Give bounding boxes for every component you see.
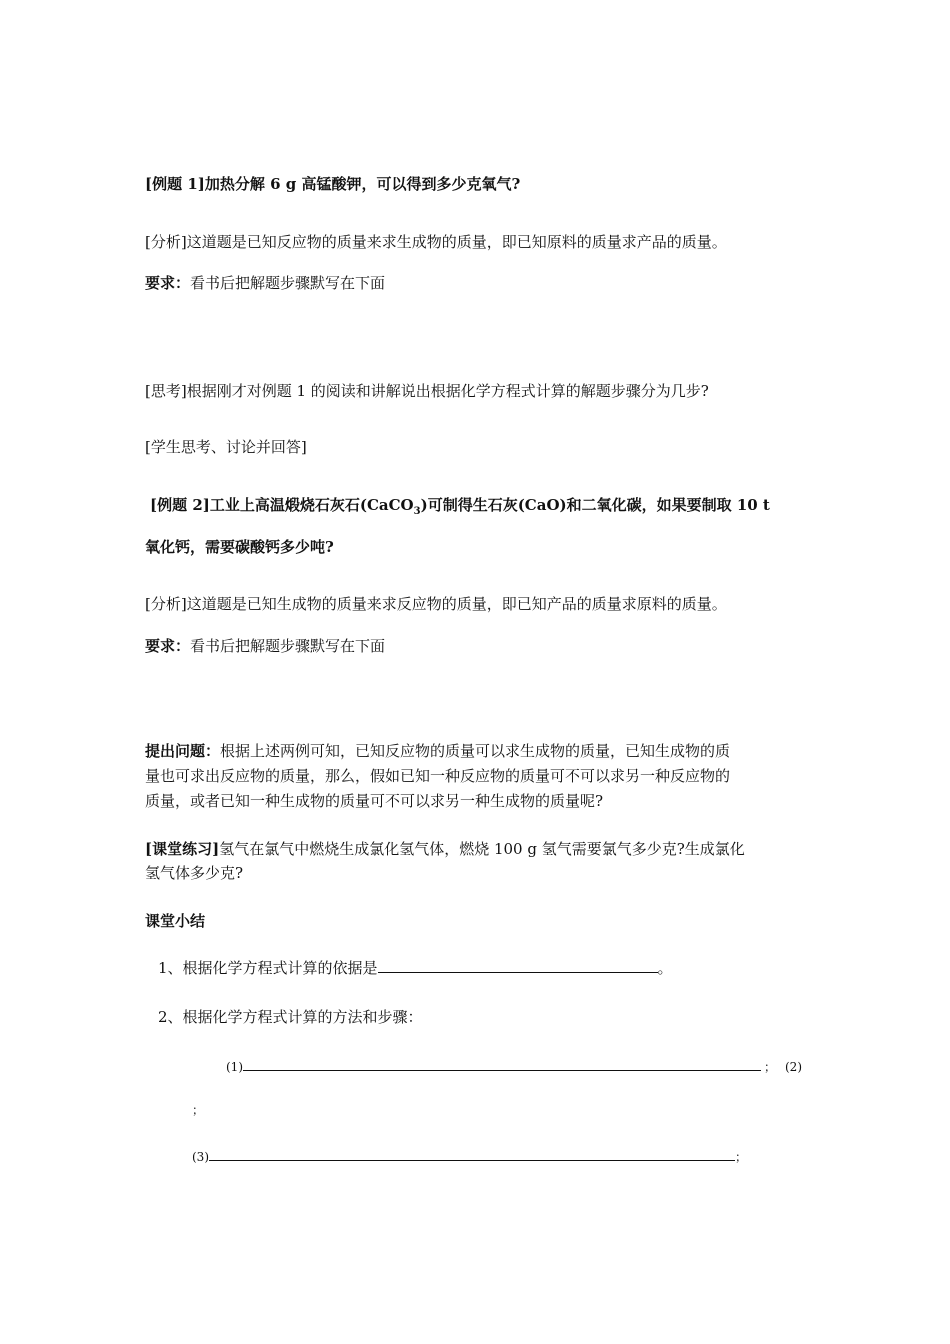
step3-label: (3) <box>192 1150 209 1164</box>
step1-row <box>226 1056 802 1077</box>
problem-text-1: 根据上述两例可知，已知反应物的质量可以求生成物的质量，已知生成物的质 <box>220 742 731 760</box>
step3-blank[interactable] <box>209 1146 735 1161</box>
step2-label: (2) <box>785 1060 802 1074</box>
example1-question: [例题 1]加热分解 6 g 高锰酸钾，可以得到多少克氧气? <box>145 175 521 193</box>
summary-item1-text: 1、根据化学方程式计算的依据是 <box>158 959 378 977</box>
exercise-line2: 氢气体多少克? <box>145 864 244 882</box>
exercise-text-1: 氢气在氯气中燃烧生成氯化氢气体，燃烧 100 g 氢气需要氯气多少克?生成氯化 <box>219 840 745 858</box>
example2-analysis: [分析]这道题是已知生成物的质量来求反应物的质量，即已知产品的质量求原料的质量。 <box>145 595 727 613</box>
exercise-label: [课堂练习] <box>145 840 220 858</box>
step3-separator: ； <box>735 1150 748 1164</box>
student-response: [学生思考、讨论并回答] <box>145 438 307 456</box>
example1-requirement <box>145 273 385 293</box>
example2-question-part1: [例题 2]工业上高温煅烧石灰石(CaCO <box>150 496 414 514</box>
summary-item2: 2、根据化学方程式计算的方法和步骤： <box>158 1008 423 1026</box>
problem-line3: 质量，或者已知一种生成物的质量可不可以求另一种生成物的质量呢? <box>145 792 604 810</box>
step3-row <box>192 1146 747 1167</box>
step1-label: (1) <box>226 1060 243 1074</box>
step1-blank[interactable] <box>243 1056 761 1071</box>
example2-subscript: 3 <box>413 506 421 517</box>
answer-blank[interactable] <box>378 958 658 973</box>
exercise-line1 <box>145 839 745 859</box>
example2-requirement <box>145 636 385 656</box>
summary-item1-end: 。 <box>657 959 673 977</box>
example2-question <box>150 495 770 522</box>
example1-analysis: [分析]这道题是已知反应物的质量来求生成物的质量，即已知原料的质量求产品的质量。 <box>145 233 727 251</box>
problem-line1 <box>145 741 730 761</box>
think-question: [思考]根据刚才对例题 1 的阅读和讲解说出根据化学方程式计算的解题步骤分为几步? <box>145 382 709 400</box>
requirement-label: 要求： <box>145 274 191 292</box>
summary-item1 <box>158 958 673 978</box>
example2-question-line2: 氧化钙，需要碳酸钙多少吨? <box>145 538 334 556</box>
step2-separator: ； <box>192 1103 205 1117</box>
requirement-label: 要求： <box>145 637 191 655</box>
step1-separator: ； <box>763 1060 776 1074</box>
example2-question-part2: )可制得生石灰(CaO)和二氧化碳，如果要制取 10 t <box>420 496 770 514</box>
summary-title: 课堂小结 <box>145 912 206 930</box>
problem-label: 提出问题： <box>145 742 221 760</box>
problem-line2: 量也可求出反应物的质量，那么，假如已知一种反应物的质量可不可以求另一种反应物的 <box>145 767 731 785</box>
requirement-text: 看书后把解题步骤默写在下面 <box>190 274 386 292</box>
requirement-text: 看书后把解题步骤默写在下面 <box>190 637 386 655</box>
